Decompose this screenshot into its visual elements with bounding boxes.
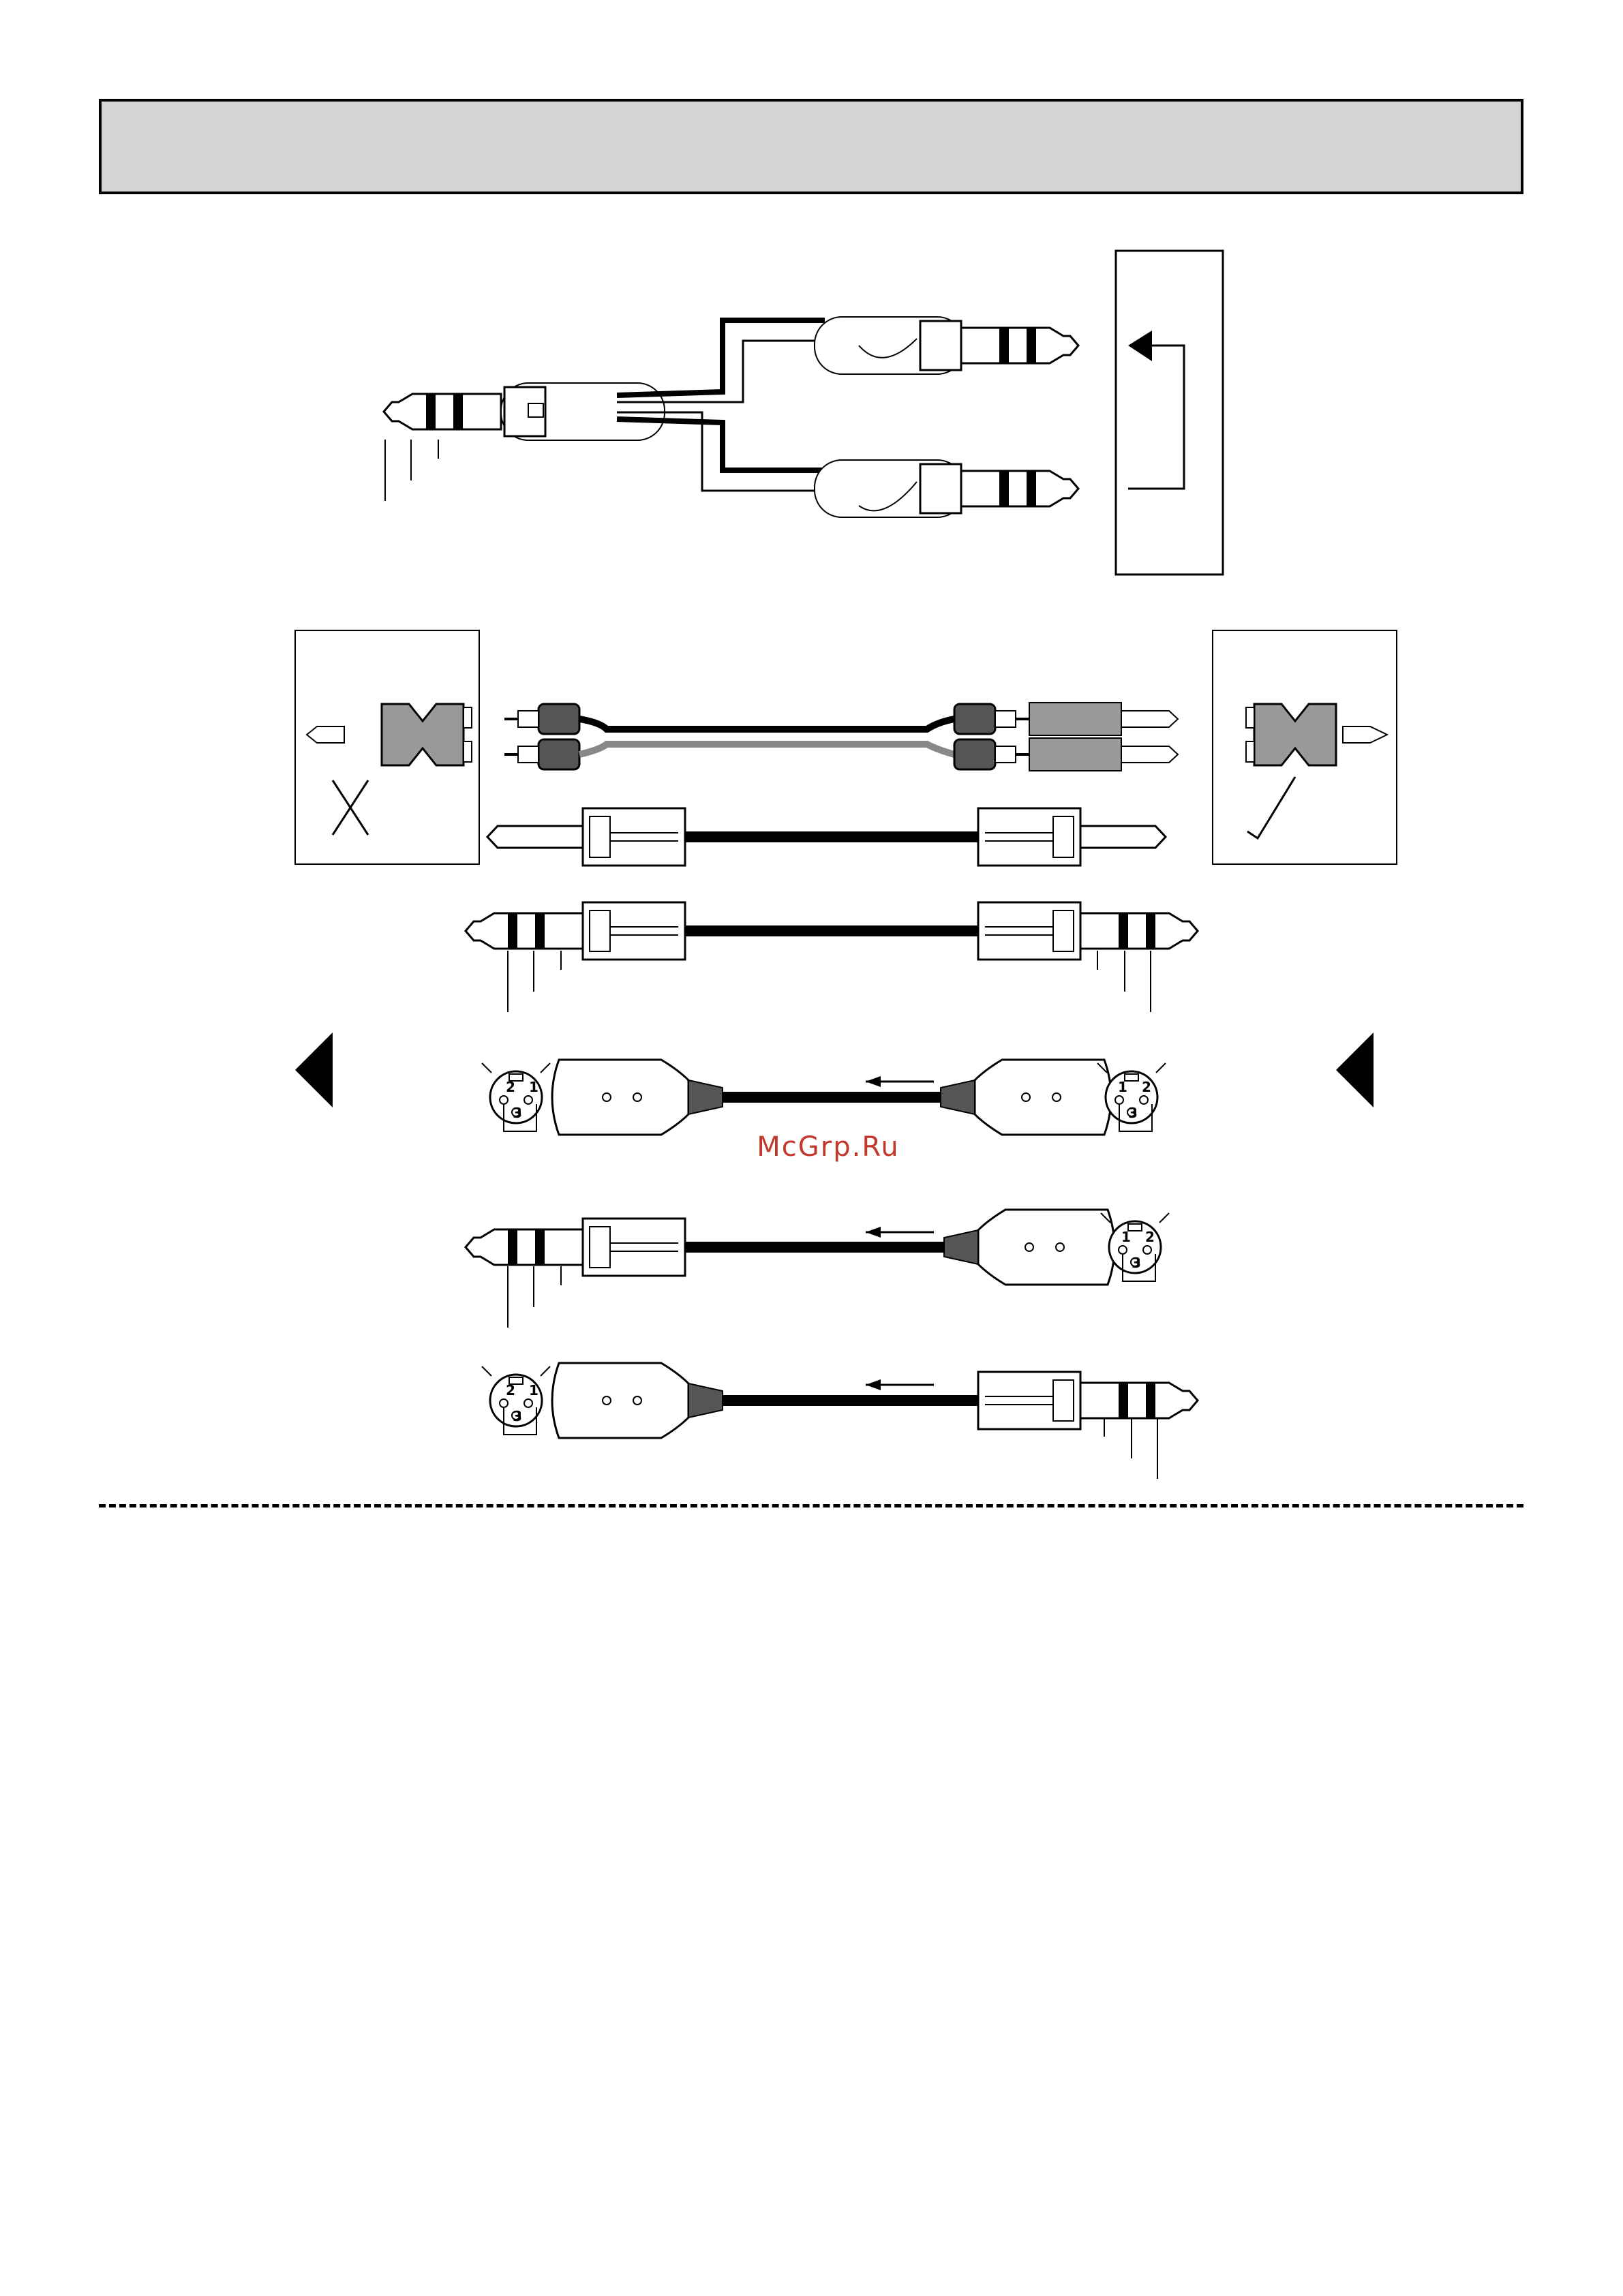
- pin-2-label: 2: [506, 1382, 515, 1398]
- pin-1-label: 1: [1121, 1229, 1131, 1245]
- stereo-jack-plug: [384, 394, 501, 429]
- stereo-jack-cable: [466, 902, 1198, 1012]
- pin-2-label: 2: [506, 1079, 515, 1095]
- dashed-divider: [99, 1504, 1523, 1507]
- pin-3-label: 3: [513, 1408, 522, 1424]
- pin-1-label: 1: [529, 1079, 539, 1095]
- pin-3-label: 3: [1128, 1105, 1138, 1121]
- pin-3-label: 3: [1132, 1255, 1141, 1271]
- pin-2-label: 2: [1142, 1079, 1151, 1095]
- send-jack-plug: [961, 328, 1078, 363]
- return-jack-plug: [961, 471, 1078, 506]
- correct-adapter-box: [1213, 630, 1397, 864]
- mono-jack-cable: [487, 808, 1166, 866]
- insert-cable-diagram: [384, 251, 1223, 575]
- pin-3-label: 3: [513, 1105, 522, 1121]
- pin-1-label: 1: [529, 1382, 539, 1398]
- pin-1-label: 1: [1118, 1079, 1127, 1095]
- effect-device-box: [1116, 251, 1223, 575]
- xlr-to-jack-cable: [482, 1363, 1198, 1479]
- tip-ring-sleeve-leaders: [385, 440, 438, 501]
- right-arrow-icon: [1336, 1032, 1374, 1107]
- signal-flow-arrow-icon: [866, 1076, 934, 1087]
- signal-flow-arrow-icon: [866, 1227, 934, 1238]
- pin-2-label: 2: [1145, 1229, 1155, 1245]
- rca-cable: [504, 703, 1178, 771]
- xlr-to-xlr-cable: [482, 1060, 1166, 1135]
- jack-to-xlr-cable: [466, 1210, 1169, 1328]
- signal-flow-arrow-icon: [866, 1379, 934, 1390]
- left-arrow-icon: [295, 1032, 333, 1107]
- wrong-adapter-box: [295, 630, 479, 864]
- watermark: McGrp.Ru: [757, 1131, 900, 1163]
